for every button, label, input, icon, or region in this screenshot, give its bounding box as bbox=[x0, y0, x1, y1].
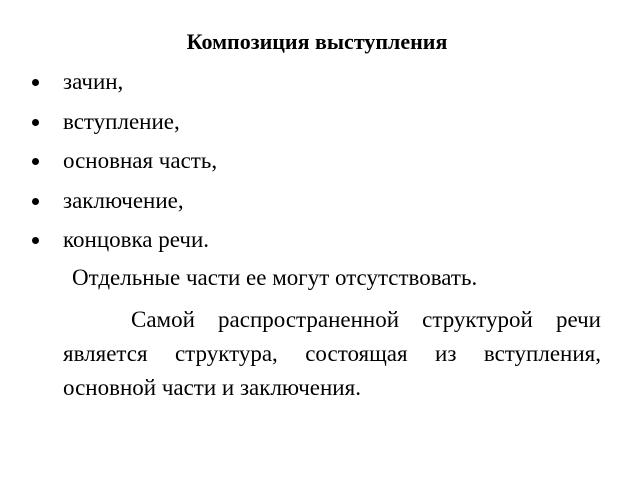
note-text: Отдельные части ее могут отсутствовать. bbox=[72, 265, 478, 290]
bullet-icon bbox=[32, 79, 39, 86]
bullet-icon bbox=[32, 237, 39, 244]
slide-title: Композиция выступления bbox=[186, 29, 448, 54]
bullet-icon bbox=[32, 119, 39, 126]
list-item bbox=[0, 64, 640, 104]
bullet-icon bbox=[32, 158, 39, 165]
bullet-icon bbox=[32, 198, 39, 205]
body-paragraph: Самой распространенной структурой речи является структура, состоящая из вступления, основной части и заключения. bbox=[63, 307, 601, 400]
bullet-list bbox=[0, 64, 640, 262]
bullet-text: зачин, bbox=[63, 69, 124, 94]
list-item bbox=[0, 143, 640, 183]
bullet-text: заключение, bbox=[63, 187, 184, 213]
list-item bbox=[0, 183, 640, 223]
list-item bbox=[0, 222, 640, 262]
bullet-text: основная часть, bbox=[63, 148, 218, 173]
bullet-text: концовка речи. bbox=[63, 227, 210, 252]
bullet-text: вступление, bbox=[63, 108, 180, 134]
list-item bbox=[0, 104, 640, 144]
